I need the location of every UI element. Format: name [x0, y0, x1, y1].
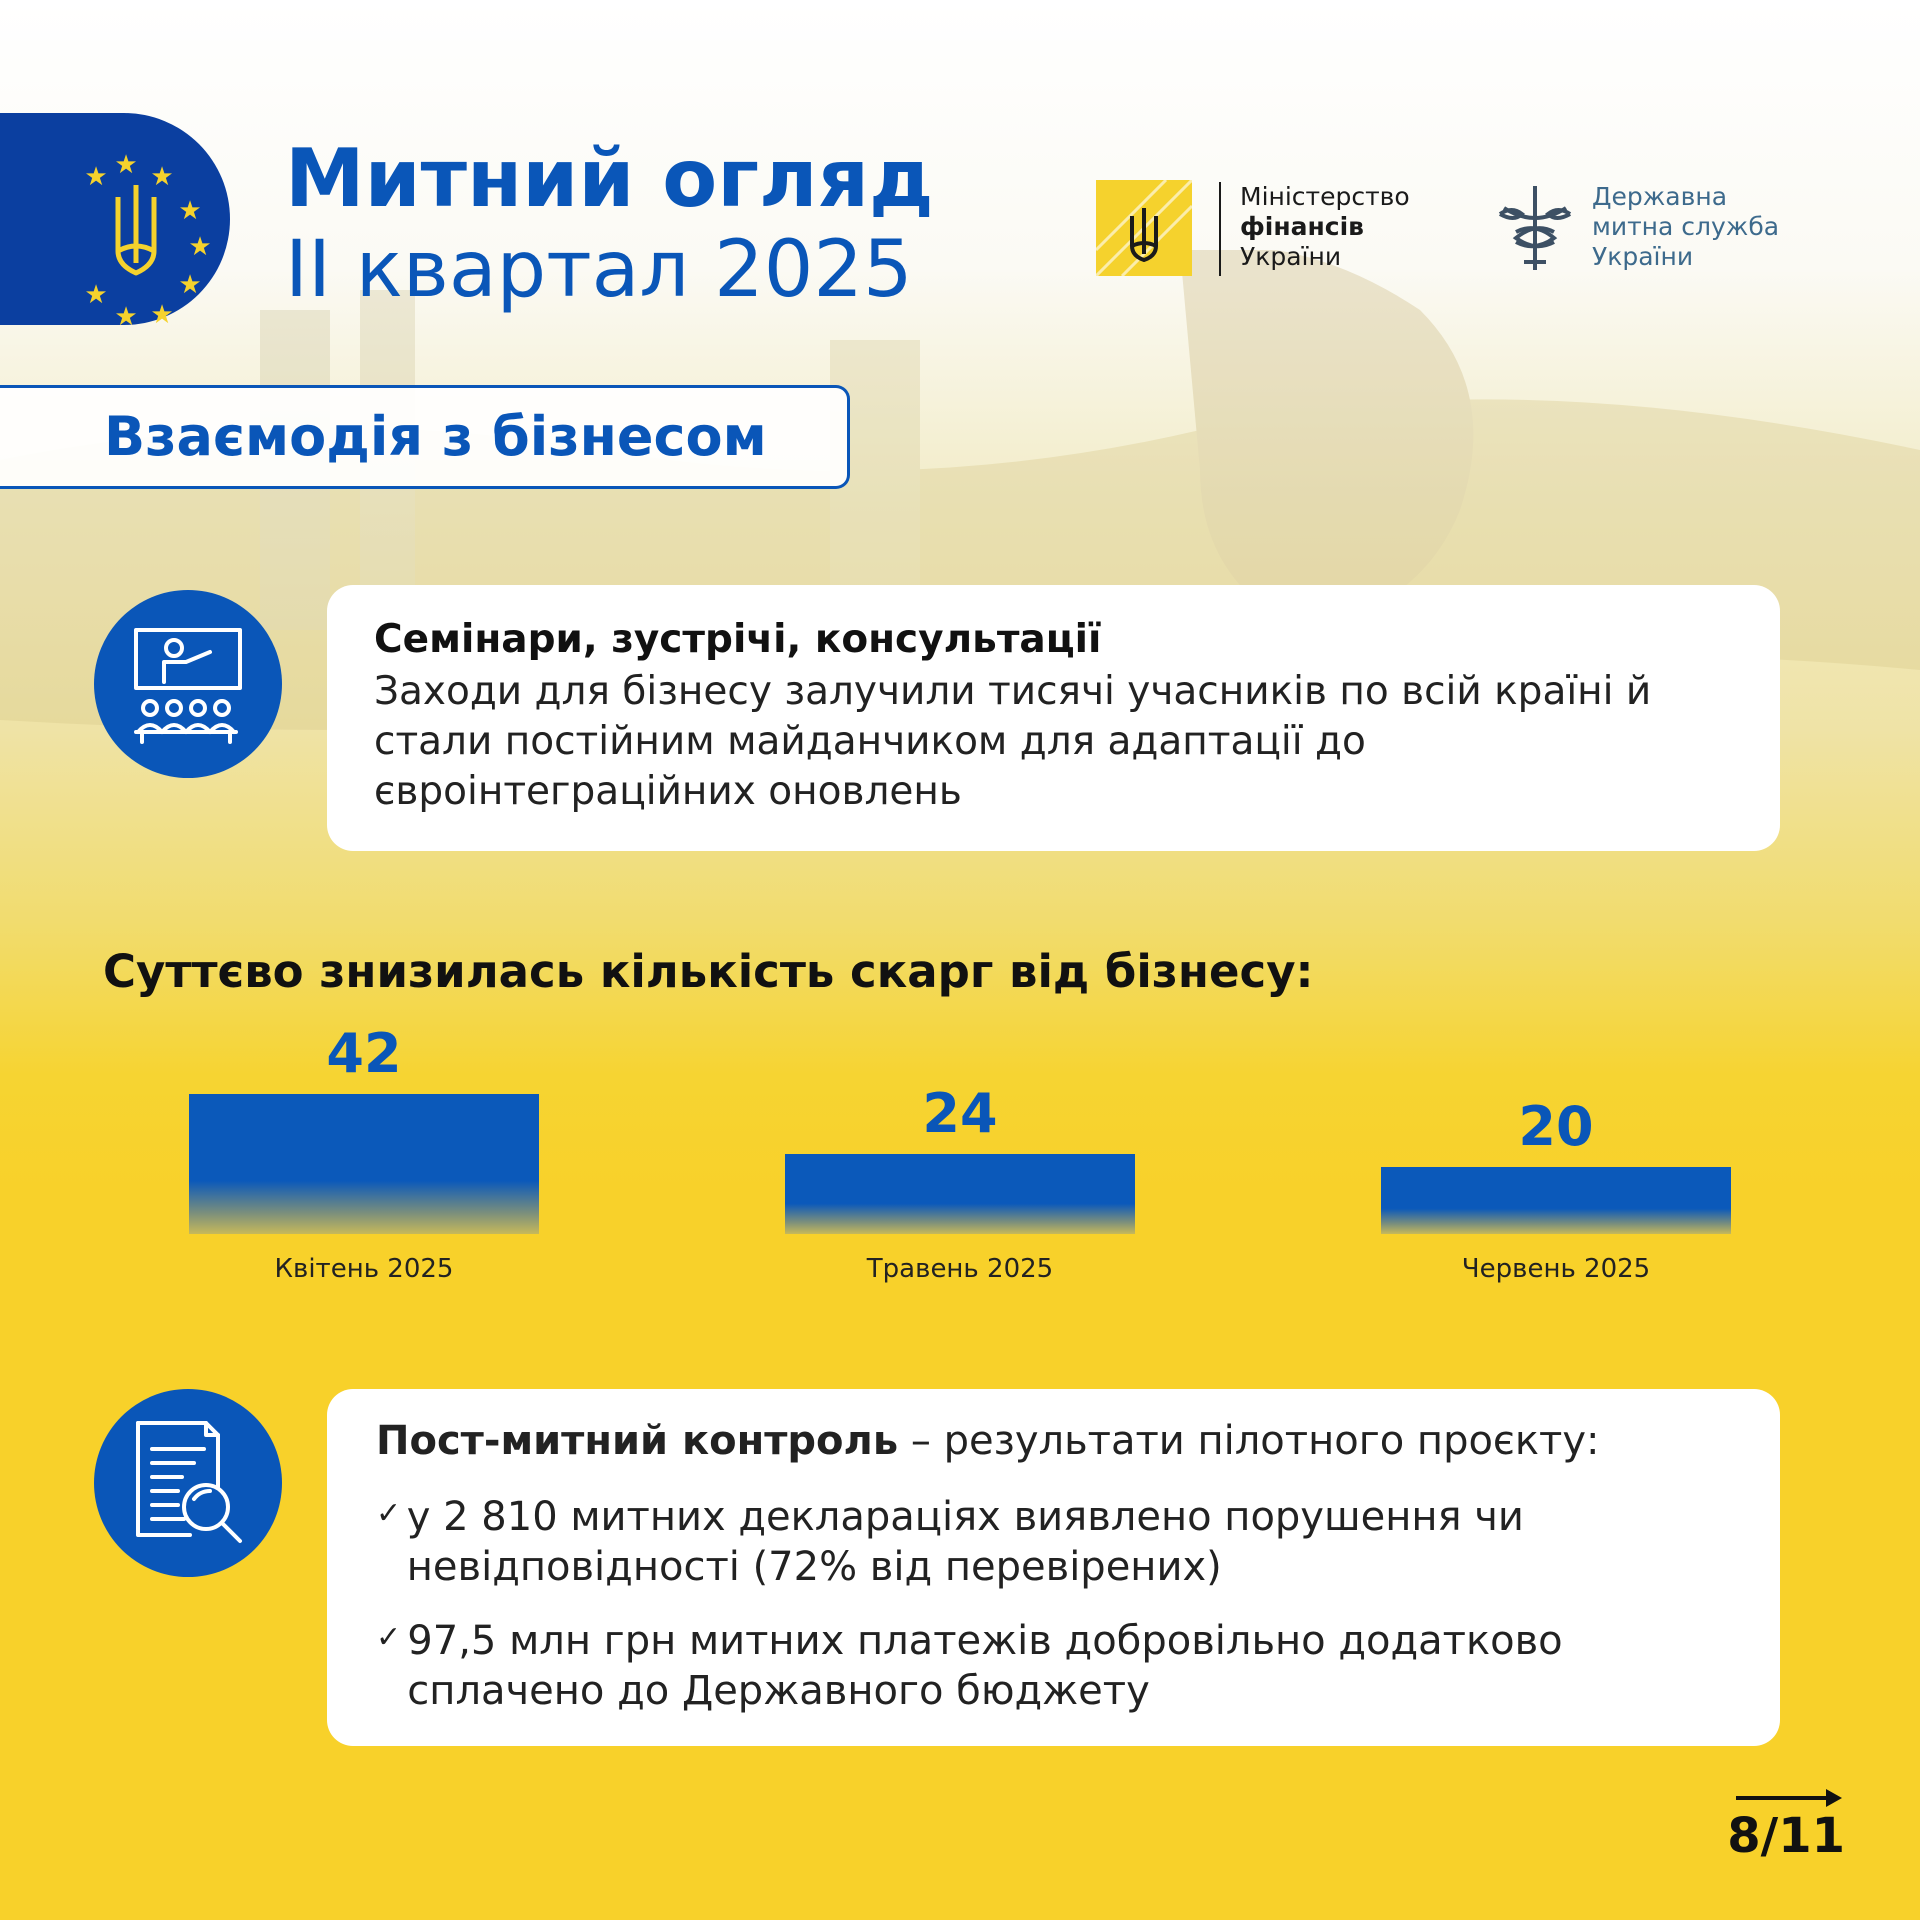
svg-text:★: ★ — [150, 300, 174, 325]
chart-bar — [189, 1094, 539, 1234]
svg-text:★: ★ — [150, 162, 174, 192]
customs-logo-line1: Державна — [1592, 182, 1728, 211]
post-control-heading-line — [376, 1418, 1600, 1464]
svg-text:★: ★ — [178, 196, 202, 226]
ministry-logo-line3: України — [1240, 242, 1342, 271]
eu-stars-trident-icon — [0, 113, 230, 325]
chart-bar-value: 42 — [326, 1022, 402, 1085]
page-subtitle: ІІ квартал 2025 — [285, 225, 913, 315]
customs-logo-line3: України — [1592, 242, 1694, 271]
ministry-of-finance-logo-icon — [1096, 180, 1192, 276]
svg-text:★: ★ — [178, 270, 202, 300]
list-item — [376, 1492, 1736, 1592]
post-control-heading-rest: – результати пілотного проєкту: — [898, 1418, 1600, 1464]
next-arrow-icon[interactable] — [1734, 1786, 1846, 1810]
post-control-heading: Пост-митний контроль — [376, 1418, 899, 1464]
chart-title: Суттєво знизилась кількість скарг від бізнесу: — [103, 945, 1314, 998]
page-number: 8/11 — [1727, 1808, 1845, 1864]
presentation-audience-icon — [94, 590, 282, 778]
svg-text:★: ★ — [188, 232, 212, 262]
seminars-heading: Семінари, зустрічі, консультації — [374, 617, 1102, 662]
chart-category-label: Травень 2025 — [866, 1254, 1054, 1284]
customs-service-logo-icon — [1494, 178, 1576, 276]
seminars-text: Заходи для бізнесу залучили тисячі учасників по всій країні й стали постійним майданчиком для адаптації до євроінтеграційних оновлень — [374, 669, 1652, 814]
ministry-logo-line2: фінансів — [1240, 212, 1364, 241]
section-title: Взаємодія з бізнесом — [104, 405, 767, 468]
eu-flag-emblem — [0, 113, 230, 325]
chart-category-label: Квітень 2025 — [274, 1254, 454, 1284]
logo-divider — [1219, 182, 1221, 276]
document-search-icon — [94, 1389, 282, 1577]
checkmark-icon: ✓ — [376, 1496, 402, 1531]
page-title: Митний огляд — [285, 132, 934, 225]
ministry-logo-text — [1240, 182, 1410, 272]
chart-bar — [785, 1154, 1135, 1234]
chart-bar — [1381, 1167, 1731, 1234]
customs-logo-line2: митна служба — [1592, 212, 1780, 241]
customs-logo-text — [1592, 182, 1779, 272]
svg-text:★: ★ — [114, 302, 138, 325]
seminar-icon-circle — [94, 590, 282, 778]
post-control-icon-circle — [94, 1389, 282, 1577]
chart-category-label: Червень 2025 — [1461, 1254, 1651, 1284]
checkmark-icon: ✓ — [376, 1620, 402, 1655]
svg-text:★: ★ — [84, 162, 108, 192]
chart-bar-value: 24 — [922, 1082, 998, 1145]
bullet-text-2: 97,5 млн грн митних платежів добровільно додатково сплачено до Державного бюджету — [407, 1618, 1563, 1714]
svg-text:★: ★ — [114, 150, 138, 180]
list-item — [376, 1616, 1736, 1716]
svg-text:★: ★ — [84, 280, 108, 310]
bullet-text-1: у 2 810 митних деклараціях виявлено порушення чи невідповідності (72% від перевірених) — [406, 1494, 1524, 1590]
ministry-logo-line1: Міністерство — [1240, 182, 1410, 211]
chart-bar-value: 20 — [1518, 1095, 1594, 1158]
